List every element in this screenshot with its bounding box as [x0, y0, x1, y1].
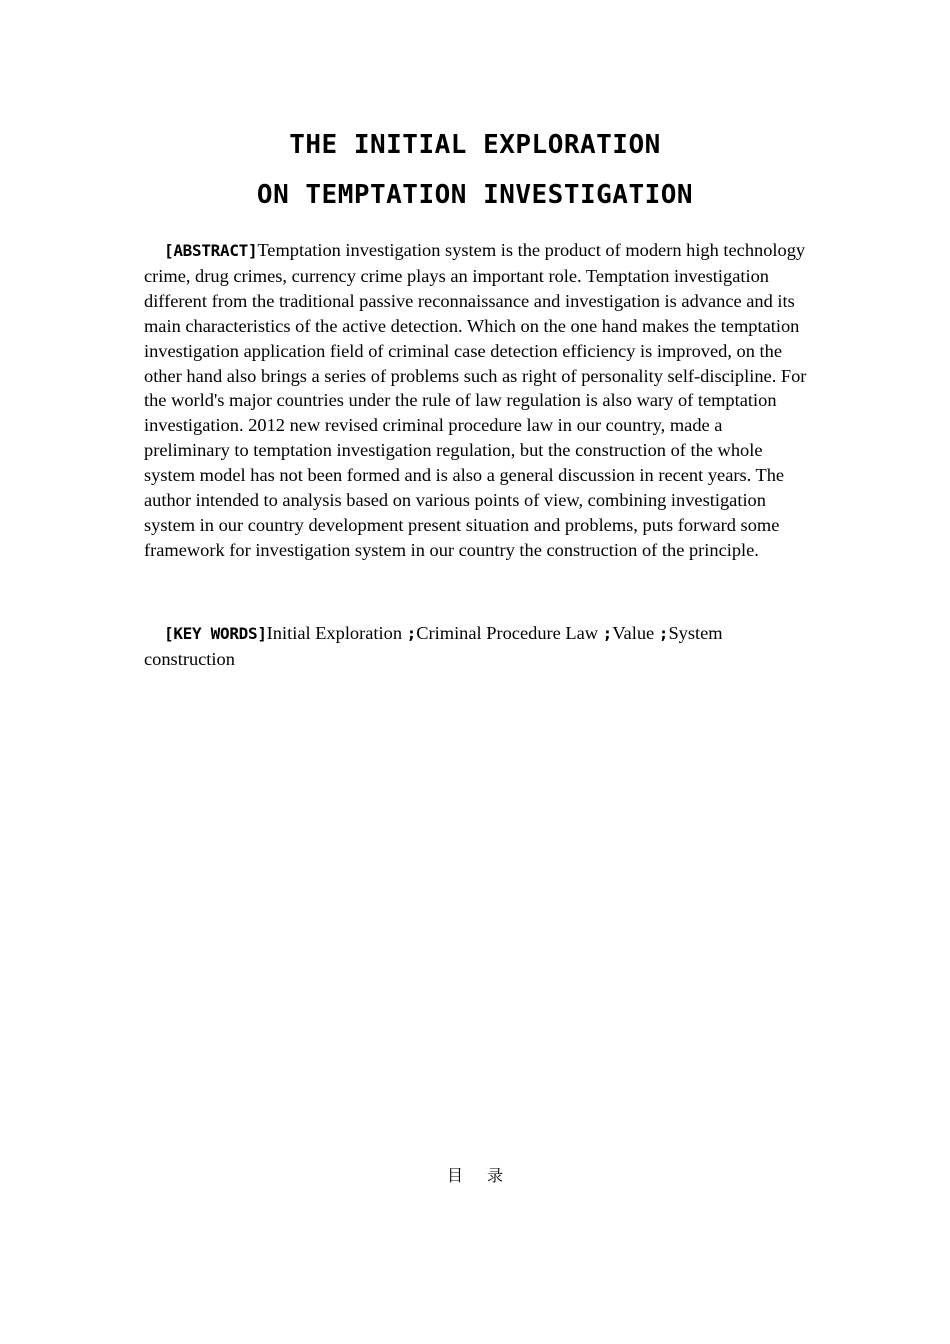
title-line-2: ON TEMPTATION INVESTIGATION [256, 180, 694, 210]
keyword-separator: ; [406, 624, 417, 643]
keywords-paragraph [144, 621, 808, 672]
keyword-item: Criminal Procedure Law [416, 623, 603, 643]
paper-title [0, 120, 950, 220]
table-of-contents-heading: 目录 [446, 1166, 527, 1185]
abstract-text: Temptation investigation system is the product of modern high technology crime, drug crimes, currency crime plays an important role. Temptation investigation different from the traditional passive reconnaissance and investigation is advance and its main characteristics of the active detection. Which on the one hand makes the temptation investigation application field of criminal case detection efficiency is improved, on the other hand also brings a series of problems such as right of personality self-discipline. For the world's major countries under the rule of law regulation is also wary of temptation investigation. 2012 new revised criminal procedure law in our country, made a preliminary to temptation investigation regulation, but the construction of the whole system model has not been formed and is also a general discussion in recent years. The author intended to analysis based on various points of view, combining investigation system in our country development present situation and problems, puts forward some framework for investigation system in our country the construction of the principle. [144, 240, 807, 560]
keywords-label: [KEY WORDS] [164, 624, 267, 643]
title-line-1: THE INITIAL EXPLORATION [289, 130, 661, 160]
keyword-separator: ; [658, 624, 669, 643]
abstract-label: [ABSTRACT] [164, 241, 258, 260]
keyword-item: Initial Exploration [266, 623, 407, 643]
keyword-separator: ; [602, 624, 613, 643]
keyword-item: System construction [144, 623, 723, 669]
abstract-paragraph [144, 238, 808, 563]
keyword-item: Value [612, 623, 659, 643]
